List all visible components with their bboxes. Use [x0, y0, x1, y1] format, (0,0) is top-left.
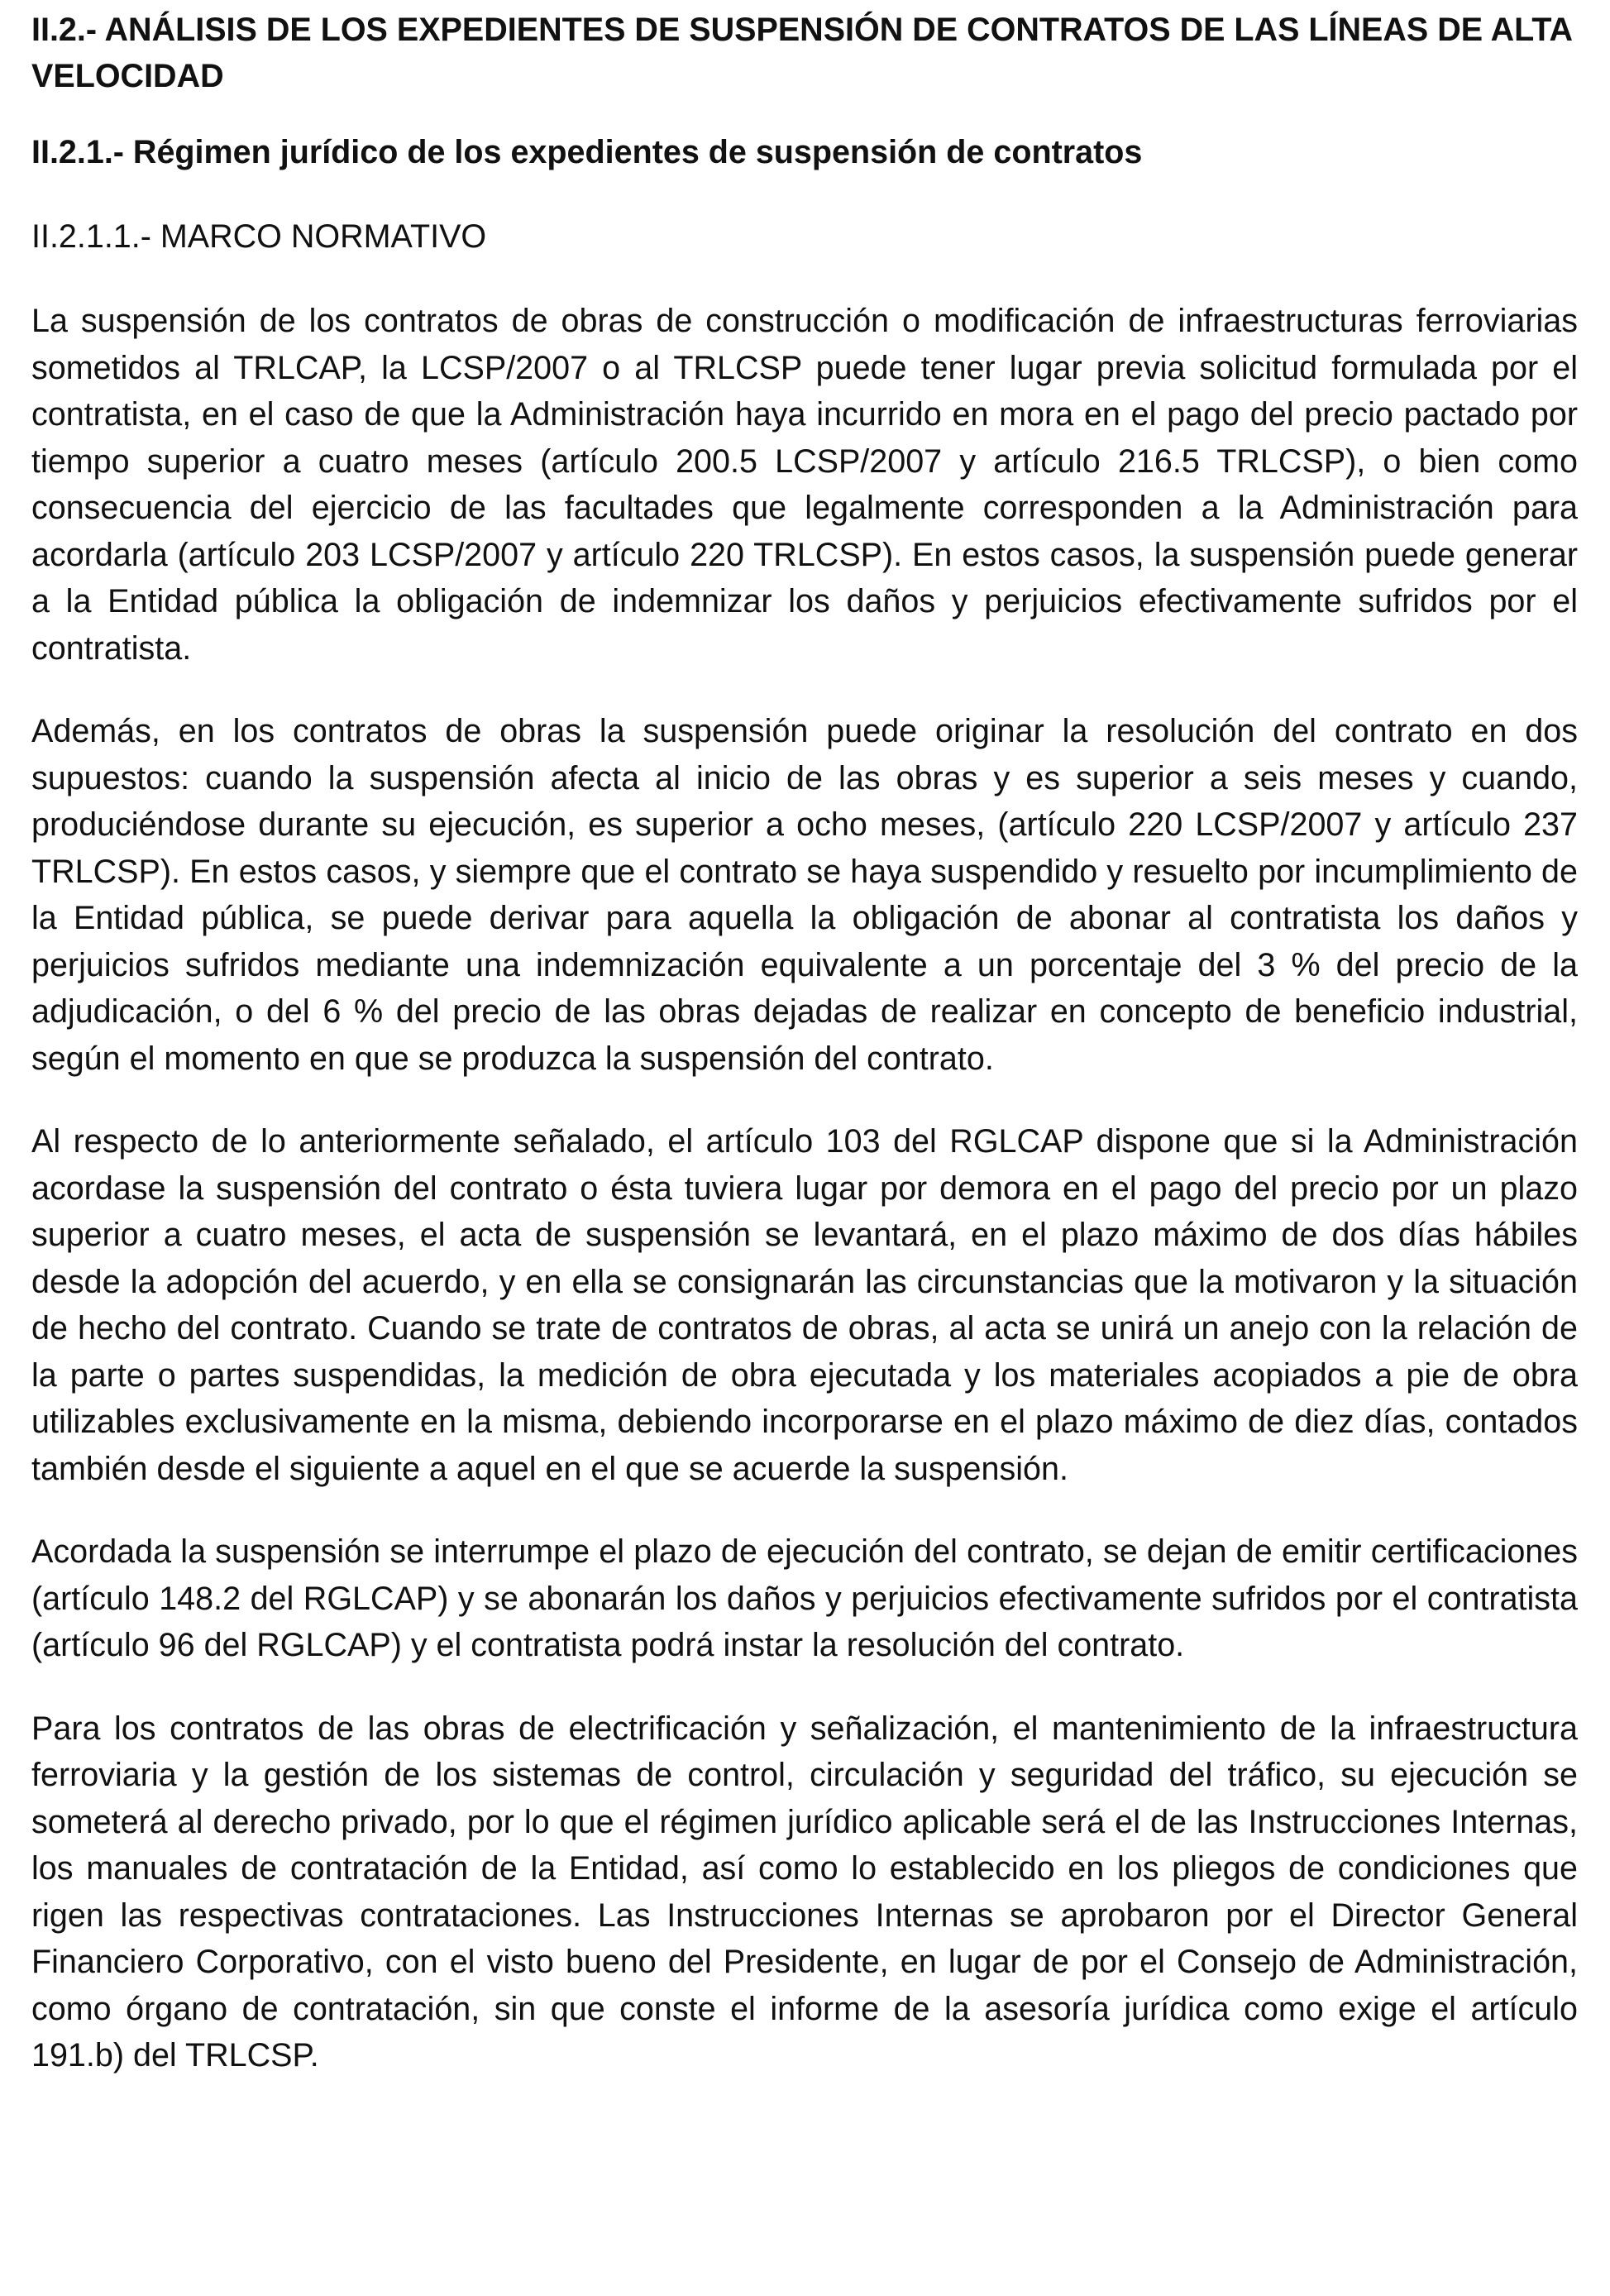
paragraph-5: Para los contratos de las obras de electrificación y señalización, el mantenimiento de la infraestructura ferroviaria y la gestión de los sistemas de control, circulación y seguridad del tráfico, su ejecución se someterá al derecho privado, por lo que el régimen jurídico aplicable será el de las Instrucciones Internas, los manuales de contratación de la Entidad, así como lo establecido en los pliegos de condiciones que rigen las respectivas contrataciones. Las Instrucciones Internas se aprobaron por el Director General Financiero Corporativo, con el visto bueno del Presidente, en lugar de por el Consejo de Administración, como órgano de contratación, sin que conste el informe de la asesoría jurídica como exige el artículo 191.b) del TRLCSP.	[31, 1710, 1578, 2074]
subsection-title: II.2.1.- Régimen jurídico de los expedientes de suspensión de contratos	[31, 134, 1143, 170]
subsubsection-title: II.2.1.1.- MARCO NORMATIVO	[31, 218, 487, 255]
section-title: II.2.- ANÁLISIS DE LOS EXPEDIENTES DE SUSPENSIÓN DE CONTRATOS DE LAS LÍNEAS DE ALTA VELOCIDAD	[31, 12, 1572, 94]
paragraph-2: Además, en los contratos de obras la suspensión puede originar la resolución del contrato en dos supuestos: cuando la suspensión afecta al inicio de las obras y es superior a seis meses y cuando, produciéndose durante su ejecución, es superior a ocho meses, (artículo 220 LCSP/2007 y artículo 237 TRLCSP). En estos casos, y siempre que el contrato se haya suspendido y resuelto por incumplimiento de la Entidad pública, se puede derivar para aquella la obligación de abonar al contratista los daños y perjuicios sufridos mediante una indemnización equivalente a un porcentaje del 3 % del precio de la adjudicación, o del 6 % del precio de las obras dejadas de realizar en concepto de beneficio industrial, según el momento en que se produzca la suspensión del contrato.	[31, 713, 1578, 1077]
paragraph-3: Al respecto de lo anteriormente señalado, el artículo 103 del RGLCAP dispone que si la Administración acordase la suspensión del contrato o ésta tuviera lugar por demora en el pago del precio por un plazo superior a cuatro meses, el acta de suspensión se levantará, en el plazo máximo de dos días hábiles desde la adopción del acuerdo, y en ella se consignarán las circunstancias que la motivaron y la situación de hecho del contrato. Cuando se trate de contratos de obras, al acta se unirá un anejo con la relación de la parte o partes suspendidas, la medición de obra ejecutada y los materiales acopiados a pie de obra utilizables exclusivamente en la misma, debiendo incorporarse en el plazo máximo de diez días, contados también desde el siguiente a aquel en el que se acuerde la suspensión.	[31, 1123, 1578, 1487]
paragraph-1: La suspensión de los contratos de obras de construcción o modificación de infraestructuras ferroviarias sometidos al TRLCAP, la LCSP/2007 o al TRLCSP puede tener lugar previa solicitud formulada por el contratista, en el caso de que la Administración haya incurrido en mora en el pago del precio pactado por tiempo superior a cuatro meses (artículo 200.5 LCSP/2007 y artículo 216.5 TRLCSP), o bien como consecuencia del ejercicio de las facultades que legalmente corresponden a la Administración para acordarla (artículo 203 LCSP/2007 y artículo 220 TRLCSP). En estos casos, la suspensión puede generar a la Entidad pública la obligación de indemnizar los daños y perjuicios efectivamente sufridos por el contratista.	[31, 303, 1578, 667]
document-page	[31, 7, 1578, 2079]
paragraph-4: Acordada la suspensión se interrumpe el plazo de ejecución del contrato, se dejan de emitir certificaciones (artículo 148.2 del RGLCAP) y se abonarán los daños y perjuicios efectivamente sufridos por el contratista (artículo 96 del RGLCAP) y el contratista podrá instar la resolución del contrato.	[31, 1533, 1578, 1663]
